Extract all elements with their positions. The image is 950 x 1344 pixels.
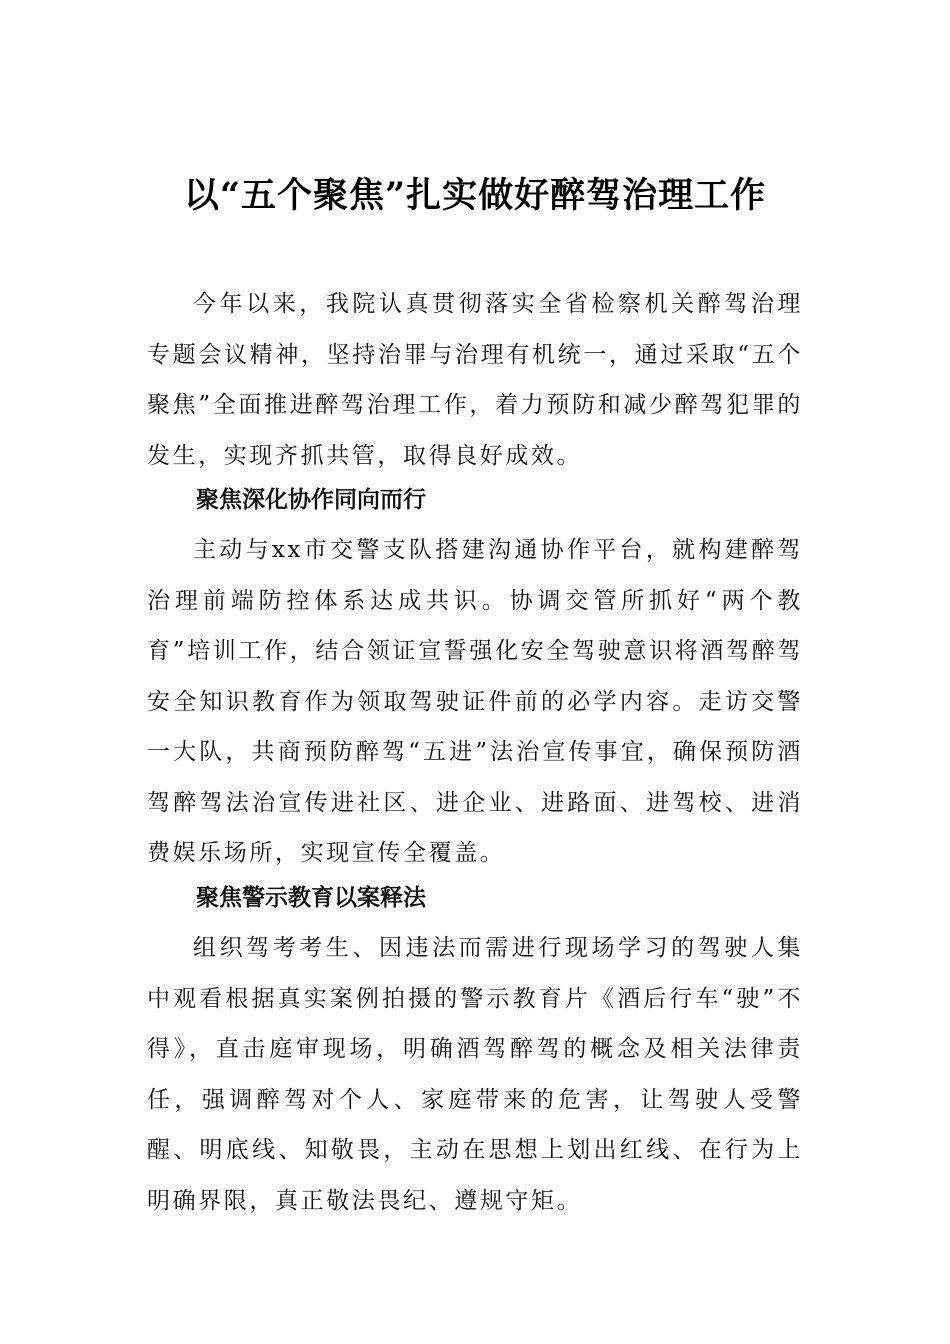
intro-paragraph: 今年以来，我院认真贯彻落实全省检察机关醉驾治理专题会议精神，坚持治罪与治理有机统一，通过采取“五个聚焦”全面推进醉驾治理工作，着力预防和减少醉驾犯罪的发生，实现齐抓共管，取得良好成效。 (147, 291, 803, 469)
cooperation-paragraph: 主动与xx市交警支队搭建沟通协作平台，就构建醉驾治理前端防控体系达成共识。协调交管所抓好“两个教育”培训工作，结合领证宣誓强化安全驾驶意识将酒驾醉驾安全知识教育作为领取驾驶证件前的必学内容。走访交警一大队，共商预防醉驾“五进”法治宣传事宜，确保预防酒驾醉驾法治宣传进社区、进企业、进路面、进驾校、进消费娱乐场所，实现宣传全覆盖。 (147, 537, 803, 866)
warning-education-paragraph: 组织驾考考生、因违法而需进行现场学习的驾驶人集中观看根据真实案例拍摄的警示教育片《酒后行车“驶”不得》，直击庭审现场，明确酒驾醉驾的概念及相关法律责任，强调醉驾对个人、家庭带来的危害，让驾驶人受警醒、明底线、知敬畏，主动在思想上划出红线、在行为上明确界限，真正敬法畏纪、遵规守矩。 (147, 935, 803, 1214)
section-heading-warning-education: 聚焦警示教育以案释法 (196, 885, 426, 911)
section-heading-cooperation: 聚焦深化协作同向而行 (196, 487, 426, 513)
document-title: 以“五个聚焦”扎实做好醉驾治理工作 (183, 175, 767, 216)
